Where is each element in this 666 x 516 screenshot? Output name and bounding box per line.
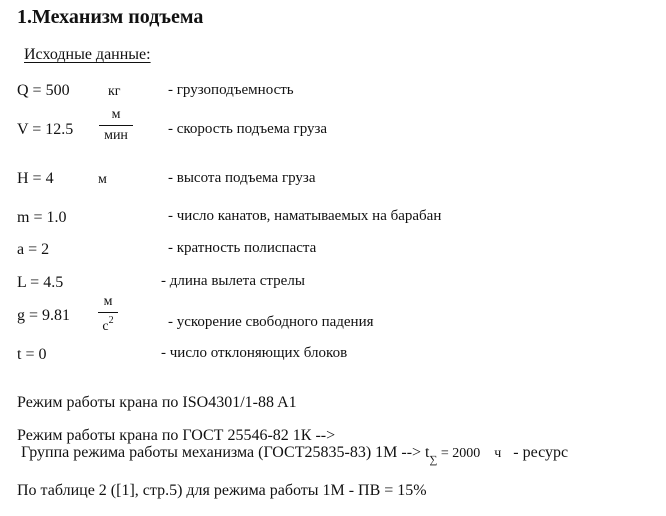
param-g-unit-numerator: м bbox=[103, 294, 113, 309]
param-q-desc: - грузоподъемность bbox=[168, 82, 294, 98]
param-a-desc: - кратность полиспаста bbox=[168, 240, 317, 256]
param-v-unit-numerator: м bbox=[111, 107, 121, 122]
resource-label: - ресурс bbox=[509, 444, 569, 461]
param-h-lhs: H = 4 bbox=[17, 170, 54, 187]
param-q-lhs: Q = 500 bbox=[17, 82, 70, 99]
param-g-lhs: g = 9.81 bbox=[17, 307, 71, 324]
param-q-unit: кг bbox=[108, 84, 121, 99]
param-l-desc: - длина вылета стрелы bbox=[161, 273, 305, 289]
param-v-unit-fraction bbox=[99, 108, 133, 143]
param-g-unit-fraction bbox=[98, 295, 118, 334]
page-title: 1.Механизм подъема bbox=[17, 6, 204, 28]
exponent: 2 bbox=[108, 315, 114, 326]
section-subtitle: Исходные данные: bbox=[24, 46, 151, 63]
sum-subscript: ∑ bbox=[429, 454, 438, 466]
param-h-unit: м bbox=[98, 172, 107, 187]
param-t-lhs: t = 0 bbox=[17, 346, 47, 363]
param-v-lhs: V = 12.5 bbox=[17, 121, 74, 138]
param-t-desc: - число отклоняющих блоков bbox=[161, 345, 348, 361]
param-m-desc: - число канатов, наматываемых на барабан bbox=[168, 208, 442, 224]
param-m-lhs: m = 1.0 bbox=[17, 209, 67, 226]
mechanism-group-line bbox=[21, 444, 569, 466]
param-v-desc: - скорость подъема груза bbox=[168, 121, 328, 137]
duty-cycle-line: По таблице 2 ([1], стр.5) для режима работы 1М - ПВ = 15% bbox=[17, 482, 427, 499]
param-g-unit-denominator: $с^2$ bbox=[102, 315, 114, 334]
param-g-desc: - ускорение свободного падения bbox=[168, 314, 374, 330]
param-v-unit-denominator: мин bbox=[104, 128, 128, 143]
mechanism-group-text: Группа режима работы механизма (ГОСТ25835-83) 1М --> t bbox=[21, 444, 430, 461]
crane-mode-iso: Режим работы крана по ISO4301/1-88 A1 bbox=[17, 394, 297, 411]
param-a-lhs: a = 2 bbox=[17, 241, 50, 258]
param-h-desc: - высота подъема груза bbox=[168, 170, 316, 186]
param-l-lhs: L = 4.5 bbox=[17, 274, 64, 291]
resource-unit: ч bbox=[494, 446, 502, 461]
crane-mode-gost: Режим работы крана по ГОСТ 25546-82 1К --> bbox=[17, 427, 336, 444]
resource-value: = 2000 bbox=[437, 446, 481, 461]
